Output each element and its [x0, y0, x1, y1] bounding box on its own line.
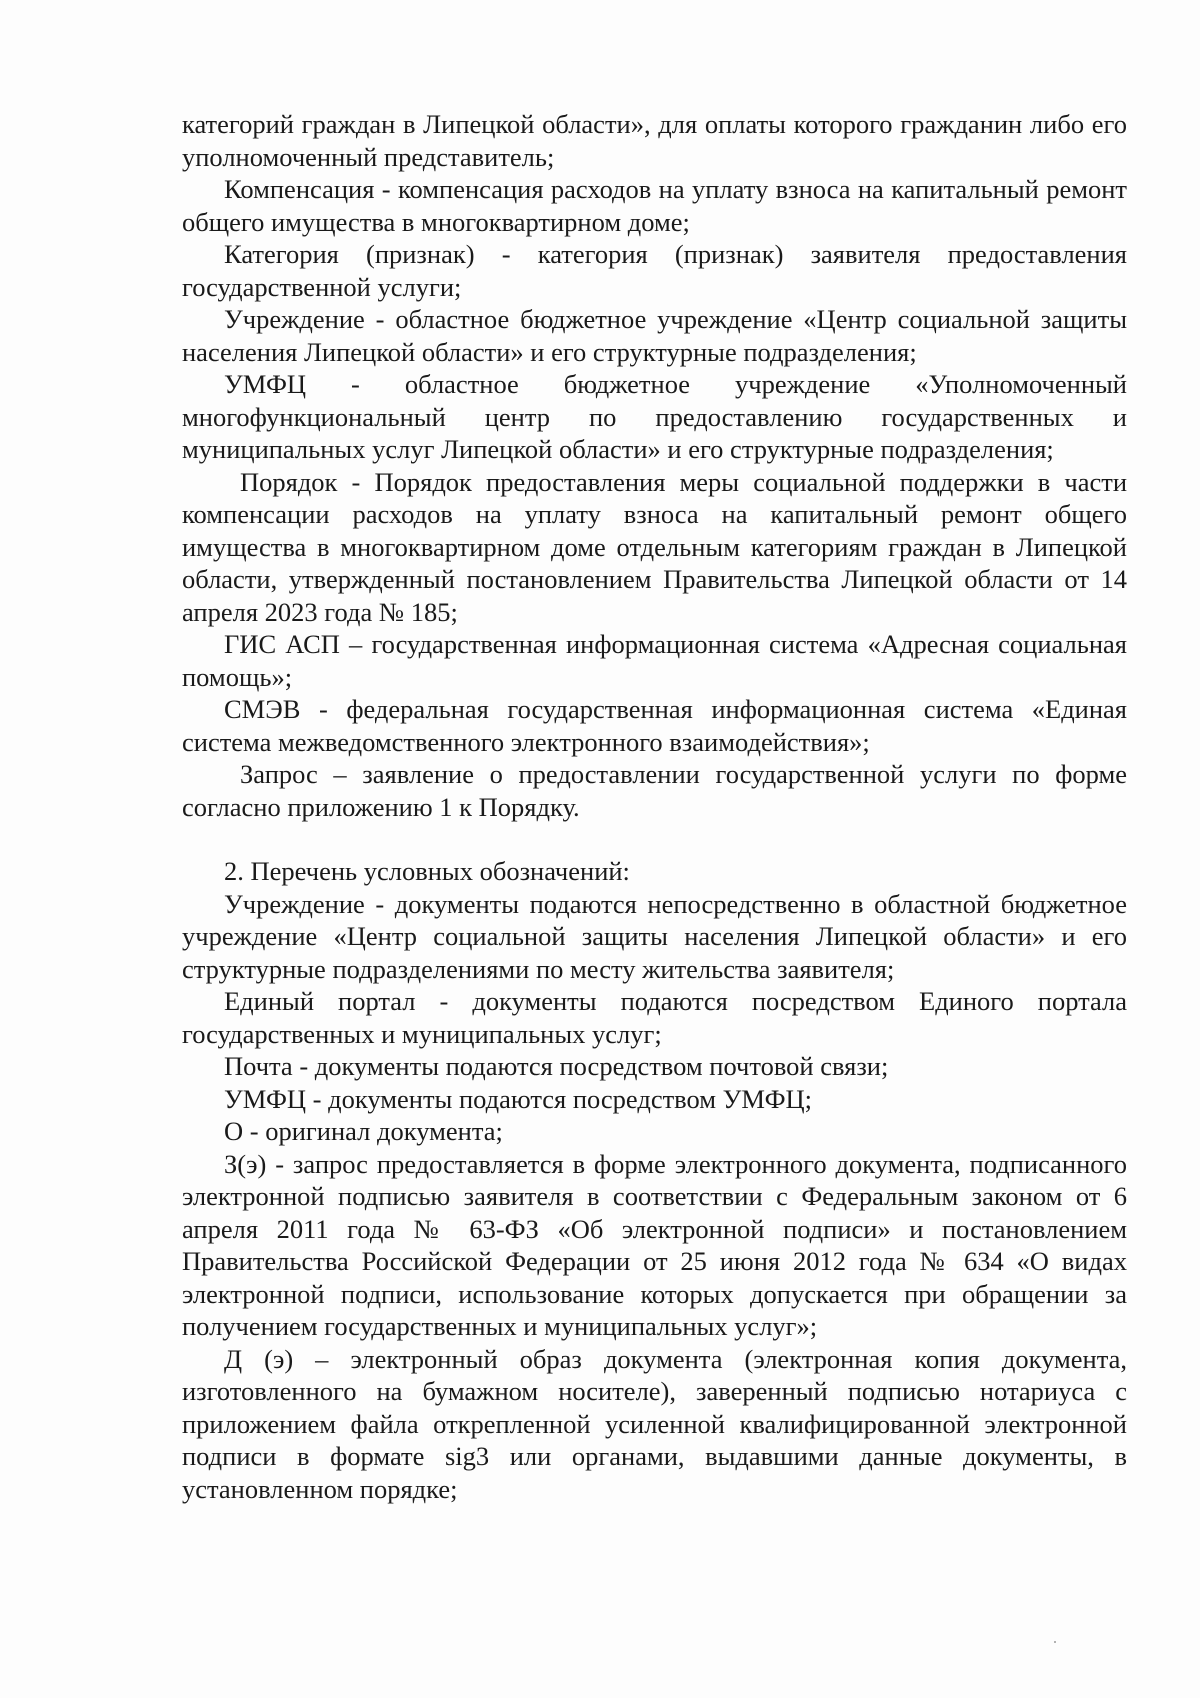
paragraph-symbol-umfc: УМФЦ - документы подаются посредством УМФЦ;	[224, 1083, 813, 1114]
paragraph-smev-definition: СМЭВ - федеральная государственная информационная система «Единая система межведомственного электронного взаимодействия»;	[182, 694, 1127, 757]
paragraph-umfc-definition: УМФЦ - областное бюджетное учреждение «Уполномоченный многофункциональный центр по предоставлению государственных и муниципальных услуг Липецкой области» и его структурные подразделения;	[182, 369, 1127, 464]
document-body	[182, 108, 1127, 1505]
paragraph-symbol-electronic-request: З(э) - запрос предоставляется в форме электронного документа, подписанного электронной подписью заявителя в соответствии с Федеральным законом от 6 апреля 2011 года № 63-ФЗ «Об электронной подписи» и постановлением Правительства Российской Федерации от 25 июня 2012 года № 634 «О видах электронной подписи, использование которых допускается при обращении за получением государственных и муниципальных услуг»;	[182, 1148, 1127, 1341]
paragraph-symbol-institution: Учреждение - документы подаются непосредственно в областной бюджетное учреждение «Центр социальной защиты населения Липецкой области» и его структурные подразделениями по месту жительства заявителя;	[182, 888, 1127, 984]
paragraph-symbol-electronic-image: Д (э) – электронный образ документа (электронная копия документа, изготовленного на бумажном носителе), заверенный подписью нотариуса с приложением файла открепленной усиленной квалифицированной электронной подписи в формате sig3 или органами, выдавшими данные документы, в установленном порядке;	[182, 1343, 1127, 1504]
section-heading-symbols: 2. Перечень условных обозначений:	[224, 856, 630, 886]
scan-speck	[1054, 1641, 1056, 1643]
paragraph-procedure-definition: Порядок - Порядок предоставления меры социальной поддержки в части компенсации расходов на уплату взноса на капитальный ремонт общего имущества в многоквартирном доме отдельным категориям граждан в Липецкой области, утвержденный постановлением Правительства Липецкой области от 14 апреля 2023 года № 185;	[182, 466, 1127, 627]
section-gap	[182, 823, 1127, 855]
paragraph-institution-definition: Учреждение - областное бюджетное учреждение «Центр социальной защиты населения Липецкой области» и его структурные подразделения;	[182, 304, 1127, 367]
paragraph-symbol-original: О - оригинал документа;	[224, 1116, 503, 1146]
paragraph-continuation: категорий граждан в Липецкой области», для оплаты которого гражданин либо его уполномоченный представитель;	[182, 109, 1127, 172]
paragraph-gis-asp-definition: ГИС АСП – государственная информационная система «Адресная социальная помощь»;	[182, 629, 1127, 692]
paragraph-symbol-unified-portal: Единый портал - документы подаются посредством Единого портала государственных и муниципальных услуг;	[182, 986, 1127, 1049]
paragraph-category-definition: Категория (признак) - категория (признак) заявителя предоставления государственной услуги;	[182, 239, 1127, 302]
paragraph-symbol-mail: Почта - документы подаются посредством почтовой связи;	[224, 1051, 889, 1081]
paragraph-request-definition: Запрос – заявление о предоставлении государственной услуги по форме согласно приложению 1 к Порядку.	[182, 759, 1127, 822]
paragraph-compensation-definition: Компенсация - компенсация расходов на уплату взноса на капитальный ремонт общего имущества в многоквартирном доме;	[182, 174, 1127, 237]
